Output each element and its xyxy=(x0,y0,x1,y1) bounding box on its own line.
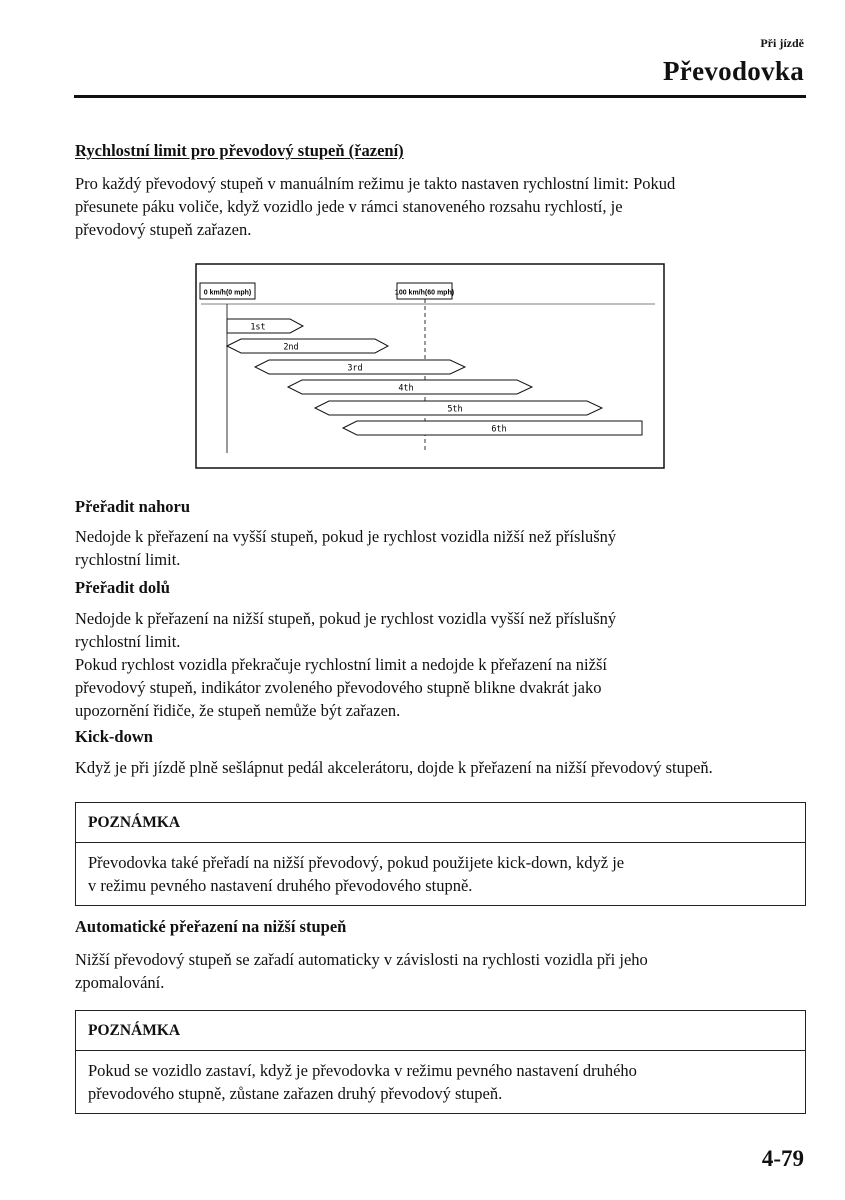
text-line: Nedojde k přeřazení na vyšší stupeň, pokud je rychlost vozidla nižší než příslušný xyxy=(75,527,617,546)
text-line: Pokud se vozidlo zastaví, když je převodovka v režimu pevného nastavení druhého xyxy=(88,1061,637,1080)
upshift-heading: Přeřadit nahoru xyxy=(75,497,191,516)
note-heading: POZNÁMKA xyxy=(76,803,805,843)
note-body xyxy=(76,1051,805,1113)
gear-2nd-label: 2nd xyxy=(283,342,299,353)
text-line: přesunete páku voliče, když vozidlo jede v rámci stanoveného rozsahu rychlostí, je xyxy=(75,197,623,216)
downshift-paragraph xyxy=(75,607,815,722)
gear-5th-label: 5th xyxy=(447,404,463,415)
zero-speed-label: 0 km/h(0 mph) xyxy=(203,289,252,297)
text-line: zpomalování. xyxy=(75,973,165,992)
page-title: Převodovka xyxy=(663,56,804,86)
text-line: v režimu pevného nastavení druhého převodového stupně. xyxy=(88,876,473,895)
reference-speed-label: 100 km/h(60 mph) xyxy=(394,289,455,297)
title-rule xyxy=(74,95,806,98)
note-body xyxy=(76,843,805,905)
text-line: upozornění řidiče, že stupeň nemůže být zařazen. xyxy=(75,701,401,720)
note-box-stop xyxy=(75,1010,806,1114)
text-line: převodového stupně, zůstane zařazen druhý převodový stupeň. xyxy=(88,1084,503,1103)
gear-speed-range-diagram xyxy=(195,263,665,469)
text-line: rychlostní limit. xyxy=(75,632,181,651)
text-line: Když je při jízdě plně sešlápnut pedál akcelerátoru, dojde k přeřazení na nižší převodový stupeň. xyxy=(75,758,713,777)
note-heading: POZNÁMKA xyxy=(76,1011,805,1051)
text-line: Pokud rychlost vozidla překračuje rychlostní limit a nedojde k přeřazení na nižší xyxy=(75,655,607,674)
gear-6th-label: 6th xyxy=(491,424,507,435)
page-number: 4-79 xyxy=(761,1146,804,1171)
section-label: Při jízdě xyxy=(760,36,804,50)
text-line: převodový stupeň, indikátor zvoleného převodového stupně blikne dvakrát jako xyxy=(75,678,602,697)
note-box-kickdown xyxy=(75,802,806,906)
auto-downshift-heading: Automatické přeřazení na nižší stupeň xyxy=(75,917,347,936)
gear-4th-label: 4th xyxy=(398,383,414,394)
kickdown-heading: Kick-down xyxy=(75,727,153,746)
gear-1st-label: 1st xyxy=(250,322,266,333)
kickdown-paragraph xyxy=(75,756,815,779)
upshift-paragraph xyxy=(75,525,815,571)
text-line: rychlostní limit. xyxy=(75,550,181,569)
gear-3rd-label: 3rd xyxy=(347,363,363,374)
speed-limit-heading: Rychlostní limit pro převodový stupeň (řazení) xyxy=(75,141,404,160)
auto-downshift-paragraph xyxy=(75,948,815,994)
text-line: Nedojde k přeřazení na nižší stupeň, pokud je rychlost vozidla vyšší než příslušný xyxy=(75,609,617,628)
text-line: Pro každý převodový stupeň v manuálním režimu je takto nastaven rychlostní limit: Pokud xyxy=(75,174,676,193)
text-line: převodový stupeň zařazen. xyxy=(75,220,252,239)
text-line: Nižší převodový stupeň se zařadí automaticky v závislosti na rychlosti vozidla při jeho xyxy=(75,950,648,969)
speed-limit-paragraph xyxy=(75,172,815,241)
gear-2nd-range xyxy=(227,339,388,353)
text-line: Převodovka také přeřadí na nižší převodový, pokud použijete kick-down, když je xyxy=(88,853,625,872)
downshift-heading: Přeřadit dolů xyxy=(75,578,170,597)
